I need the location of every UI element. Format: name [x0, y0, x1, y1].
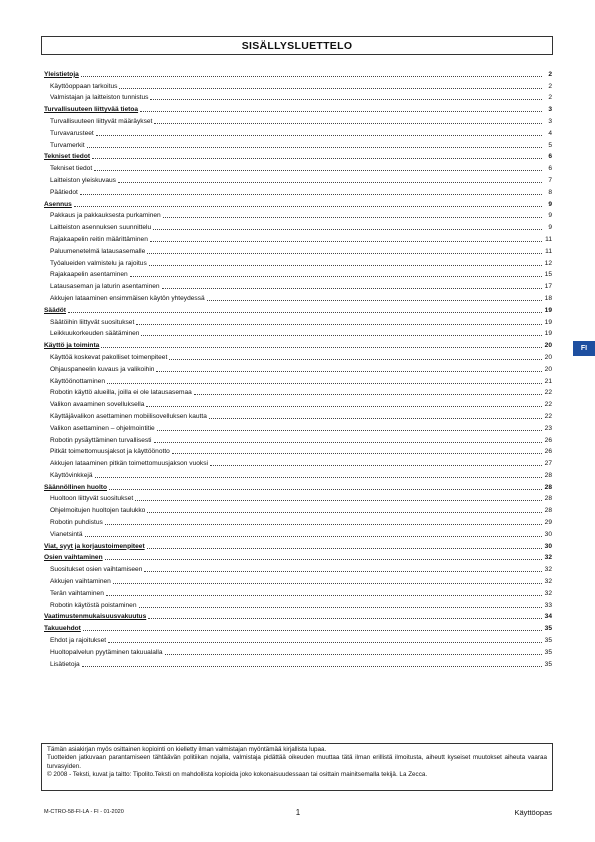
toc-entry-label: Akkujen vaihtaminen: [50, 578, 111, 586]
toc-entry-label: Huoltopalvelun pyytäminen takuualalla: [50, 648, 163, 656]
toc-dot-leader: [210, 465, 542, 466]
toc-page-number: 20: [544, 342, 552, 350]
toc-page-number: 32: [544, 578, 552, 586]
toc-entry-label: Tekniset tiedot: [44, 153, 91, 161]
toc-page-number: 22: [544, 389, 552, 397]
toc-entry-label: Akkujen lataaminen pitkän toimettomuusjakson vuoksi: [50, 460, 208, 468]
toc-dot-leader: [96, 135, 542, 136]
toc-page-number: 34: [544, 613, 552, 621]
toc-entry-row[interactable]: [44, 350, 552, 362]
toc-page-number: 27: [544, 460, 552, 468]
toc-entry-label: Käyttöoppaan tarkoitus: [50, 82, 118, 90]
toc-section-row[interactable]: [44, 197, 552, 209]
toc-entry-label: Huoltoon liittyvät suositukset: [50, 495, 134, 503]
toc-dot-leader: [144, 571, 542, 572]
toc-page-number: 28: [544, 495, 552, 503]
toc-page-number: 11: [545, 235, 552, 243]
toc-section-row[interactable]: [44, 610, 552, 622]
toc-page-number: 12: [544, 259, 552, 267]
toc-entry-row[interactable]: [44, 421, 552, 433]
guide-name: Käyttöopas: [514, 807, 552, 817]
document-code: M-CTRO-58-FI-LA - FI - 01-2020: [44, 809, 124, 815]
toc-page-number: 9: [548, 224, 552, 232]
toc-entry-label: Laitteiston asennuksen suunnittelu: [50, 224, 152, 232]
toc-page-number: 22: [544, 412, 552, 420]
toc-dot-leader: [106, 595, 542, 596]
toc-entry-row[interactable]: [44, 586, 552, 598]
toc-entry-label: Ehdot ja rajoitukset: [50, 637, 107, 645]
toc-entry-row[interactable]: [44, 492, 552, 504]
toc-page-number: 30: [544, 542, 552, 550]
toc-page-number: 2: [548, 94, 552, 102]
toc-dot-leader: [140, 111, 542, 112]
toc-entry-label: Akkujen lataaminen ensimmäisen käytön yhteydessä: [50, 294, 205, 302]
toc-page-number: 28: [544, 507, 552, 515]
toc-dot-leader: [94, 170, 542, 171]
toc-page-number: 18: [544, 294, 552, 302]
toc-page-number: 3: [548, 106, 552, 114]
toc-entry-row[interactable]: [44, 256, 552, 268]
table-of-contents: [44, 67, 552, 669]
toc-dot-leader: [147, 253, 542, 254]
toc-entry-row[interactable]: [44, 598, 552, 610]
toc-entry-row[interactable]: [44, 279, 552, 291]
toc-page-number: 32: [544, 589, 552, 597]
toc-dot-leader: [107, 383, 542, 384]
toc-entry-row[interactable]: [44, 468, 552, 480]
toc-section-row[interactable]: [44, 150, 552, 162]
toc-page-number: 19: [544, 330, 552, 338]
toc-section-row[interactable]: [44, 551, 552, 563]
toc-entry-label: Terän vaihtaminen: [50, 589, 104, 597]
toc-dot-leader: [194, 394, 542, 395]
toc-entry-label: Leikkuukorkeuden säätäminen: [50, 330, 140, 338]
toc-page-number: 7: [548, 176, 552, 184]
toc-entry-row[interactable]: [44, 268, 552, 280]
toc-entry-label: Suositukset osien vaihtamiseen: [50, 566, 143, 574]
toc-section-row[interactable]: [44, 539, 552, 551]
toc-dot-leader: [157, 430, 542, 431]
toc-section-row[interactable]: [44, 480, 552, 492]
toc-entry-label: Latausaseman ja laturin asentaminen: [50, 283, 160, 291]
toc-entry-row[interactable]: [44, 362, 552, 374]
toc-dot-leader: [136, 324, 542, 325]
toc-page-number: 17: [544, 283, 552, 291]
toc-page-number: 32: [544, 566, 552, 574]
toc-dot-leader: [150, 99, 542, 100]
toc-entry-label: Yleistietoja: [44, 70, 79, 78]
toc-dot-leader: [149, 265, 542, 266]
toc-page-number: 3: [548, 117, 552, 125]
toc-dot-leader: [113, 583, 542, 584]
toc-entry-label: Robotin käytöstä poistaminen: [50, 601, 137, 609]
toc-entry-row[interactable]: [44, 91, 552, 103]
toc-entry-label: Säätöihin liittyvät suositukset: [50, 318, 135, 326]
toc-dot-leader: [105, 524, 542, 525]
toc-entry-label: Käyttöönottaminen: [50, 377, 105, 385]
toc-dot-leader: [87, 147, 542, 148]
toc-page-number: 32: [544, 554, 552, 562]
toc-entry-label: Valikon avaaminen sovelluksella: [50, 401, 145, 409]
toc-page-number: 15: [544, 271, 552, 279]
toc-section-row[interactable]: [44, 338, 552, 350]
toc-dot-leader: [165, 654, 542, 655]
toc-section-row[interactable]: [44, 67, 552, 79]
toc-entry-label: Työalueiden valmistelu ja rajoitus: [50, 259, 147, 267]
toc-dot-leader: [139, 607, 542, 608]
toc-entry-row[interactable]: [44, 220, 552, 232]
toc-entry-label: Ohjelmoitujen huoltojen taulukko: [50, 507, 146, 515]
toc-entry-row[interactable]: [44, 397, 552, 409]
toc-section-row[interactable]: [44, 303, 552, 315]
toc-page-number: 35: [544, 637, 552, 645]
toc-page-number: 22: [544, 401, 552, 409]
toc-entry-label: Robotin puhdistus: [50, 519, 103, 527]
toc-dot-leader: [153, 229, 542, 230]
toc-entry-row[interactable]: [44, 114, 552, 126]
toc-entry-row[interactable]: [44, 327, 552, 339]
toc-dot-leader: [80, 194, 542, 195]
toc-dot-leader: [150, 241, 542, 242]
toc-page-number: 6: [548, 153, 552, 161]
toc-entry-label: Rajakaapelin asentaminen: [50, 271, 128, 279]
copyright-notice: [41, 743, 553, 791]
toc-title: SISÄLLYSLUETTELO: [41, 36, 553, 55]
toc-page-number: 21: [544, 377, 552, 385]
toc-entry-row[interactable]: [44, 633, 552, 645]
toc-dot-leader: [118, 182, 542, 183]
toc-dot-leader: [130, 276, 542, 277]
language-tab-fi[interactable]: FI: [573, 341, 595, 356]
toc-entry-label: Laitteiston yleiskuvaus: [50, 176, 116, 184]
toc-entry-label: Turvamerkit: [50, 141, 85, 149]
toc-dot-leader: [147, 548, 542, 549]
toc-page-number: 26: [544, 436, 552, 444]
toc-page-number: 28: [544, 483, 552, 491]
toc-entry-label: Turvallisuuteen liittyvät määräykset: [50, 117, 153, 125]
toc-entry-label: Osien vaihtaminen: [44, 554, 103, 562]
toc-page-number: 4: [548, 129, 552, 137]
toc-entry-label: Turvavarusteet: [50, 129, 94, 137]
toc-page-number: 19: [544, 306, 552, 314]
toc-entry-row[interactable]: [44, 515, 552, 527]
toc-entry-label: Robotin käyttö alueilla, joilla ei ole latausasemaa: [50, 389, 192, 397]
notice-line-1: Tämän asiakirjan myös osittainen kopiointi on kielletty ilman valmistajan myöntämää kirjallista lupaa.: [47, 746, 327, 753]
toc-page-number: 35: [544, 660, 552, 668]
toc-dot-leader: [148, 618, 542, 619]
toc-dot-leader: [85, 536, 542, 537]
toc-dot-leader: [81, 76, 542, 77]
toc-dot-leader: [207, 300, 542, 301]
toc-entry-row[interactable]: [44, 645, 552, 657]
toc-dot-leader: [156, 371, 542, 372]
toc-entry-row[interactable]: [44, 574, 552, 586]
toc-page-number: 11: [545, 247, 552, 255]
toc-dot-leader: [135, 500, 542, 501]
toc-page-number: 20: [544, 353, 552, 361]
toc-entry-row[interactable]: [44, 374, 552, 386]
toc-entry-label: Tekniset tiedot: [50, 165, 93, 173]
toc-entry-row[interactable]: [44, 456, 552, 468]
toc-entry-label: Valmistajan ja laitteiston tunnistus: [50, 94, 149, 102]
toc-dot-leader: [209, 418, 542, 419]
toc-section-row[interactable]: [44, 621, 552, 633]
toc-page-number: 8: [548, 188, 552, 196]
toc-dot-leader: [146, 406, 542, 407]
toc-page-number: 6: [548, 165, 552, 173]
toc-entry-label: Pitkät toimettomuusjaksot ja käyttöönotto: [50, 448, 170, 456]
toc-entry-row[interactable]: [44, 173, 552, 185]
toc-dot-leader: [108, 642, 542, 643]
toc-dot-leader: [95, 477, 542, 478]
toc-dot-leader: [109, 489, 542, 490]
toc-entry-row[interactable]: [44, 657, 552, 669]
toc-page-number: 2: [548, 82, 552, 90]
toc-page-number: 29: [544, 519, 552, 527]
toc-dot-leader: [147, 512, 542, 513]
toc-dot-leader: [82, 666, 542, 667]
toc-entry-row[interactable]: [44, 209, 552, 221]
toc-entry-label: Käyttäjävalikon asettaminen mobiilisovelluksen kautta: [50, 412, 207, 420]
toc-entry-label: Käyttö ja toiminta: [44, 342, 100, 350]
toc-entry-label: Päätiedot: [50, 188, 78, 196]
toc-entry-row[interactable]: [44, 79, 552, 91]
toc-page-number: 5: [548, 141, 552, 149]
toc-entry-row[interactable]: [44, 291, 552, 303]
toc-dot-leader: [83, 630, 542, 631]
toc-entry-label: Asennus: [44, 200, 72, 208]
toc-entry-label: Robotin pysäyttäminen turvallisesti: [50, 436, 152, 444]
page-footer: [44, 805, 552, 819]
toc-page-number: 9: [548, 200, 552, 208]
toc-entry-row[interactable]: [44, 138, 552, 150]
notice-line-3: © 2008 - Teksti, kuvat ja taitto: Tipolito.Teksti on mahdollista kopioida joko kokonaisuudessaan tai osittain mainitsemalla tekijä. La Zecca.: [47, 771, 428, 779]
toc-entry-row[interactable]: [44, 315, 552, 327]
toc-entry-label: Valikon asettaminen – ohjelmointitie: [50, 424, 155, 432]
toc-page-number: 35: [544, 625, 552, 633]
toc-dot-leader: [101, 347, 542, 348]
toc-page-number: 2: [548, 70, 552, 78]
toc-page-number: 19: [544, 318, 552, 326]
toc-entry-label: Vianetsintä: [50, 530, 83, 538]
toc-entry-row[interactable]: [44, 562, 552, 574]
toc-entry-row[interactable]: [44, 161, 552, 173]
toc-page-number: 9: [548, 212, 552, 220]
toc-entry-label: Turvallisuuteen liittyvää tietoa: [44, 106, 139, 114]
toc-entry-label: Säädöt: [44, 306, 66, 314]
toc-entry-label: Pakkaus ja pakkauksesta purkaminen: [50, 212, 161, 220]
toc-page-number: 28: [544, 471, 552, 479]
toc-entry-row[interactable]: [44, 244, 552, 256]
toc-entry-row[interactable]: [44, 503, 552, 515]
toc-dot-leader: [105, 559, 542, 560]
toc-entry-label: Takuuehdot: [44, 625, 81, 633]
toc-entry-label: Lisätietoja: [50, 660, 80, 668]
toc-dot-leader: [154, 123, 542, 124]
toc-dot-leader: [68, 312, 542, 313]
toc-section-row[interactable]: [44, 102, 552, 114]
toc-entry-row[interactable]: [44, 527, 552, 539]
toc-dot-leader: [162, 288, 542, 289]
toc-dot-leader: [163, 217, 542, 218]
toc-dot-leader: [74, 206, 542, 207]
toc-entry-label: Säännöllinen huolto: [44, 483, 108, 491]
toc-dot-leader: [92, 158, 542, 159]
toc-entry-row[interactable]: [44, 445, 552, 457]
toc-page-number: 30: [544, 530, 552, 538]
page-number: 1: [295, 807, 301, 817]
toc-dot-leader: [172, 453, 542, 454]
toc-entry-row[interactable]: [44, 409, 552, 421]
toc-dot-leader: [154, 442, 542, 443]
toc-entry-label: Vaatimustenmukaisuusvakuutus: [44, 613, 147, 621]
toc-entry-label: Ohjauspaneelin kuvaus ja valikoihin: [50, 365, 155, 373]
toc-entry-label: Viat, syyt ja korjaustoimenpiteet: [44, 542, 145, 550]
toc-page-number: 26: [544, 448, 552, 456]
toc-page-number: 33: [544, 601, 552, 609]
toc-entry-row[interactable]: [44, 232, 552, 244]
toc-entry-row[interactable]: [44, 433, 552, 445]
toc-dot-leader: [141, 335, 542, 336]
toc-entry-row[interactable]: [44, 126, 552, 138]
toc-entry-label: Käyttövinkkejä: [50, 471, 93, 479]
toc-dot-leader: [169, 359, 542, 360]
toc-page-number: 23: [544, 424, 552, 432]
toc-entry-label: Rajakaapelin reitin määrittäminen: [50, 235, 148, 243]
toc-dot-leader: [119, 88, 542, 89]
notice-line-2: Tuotteiden jatkuvaan parantamiseen tähtäävän politiikan nojalla, valmistaja pidättää oikeuden muuttaa tätä ilman erillistä ilmoitusta, aiheutt kyseiset muutokset aiheuta vaaraa turvasyiden.: [47, 754, 547, 770]
toc-page-number: 20: [544, 365, 552, 373]
toc-entry-label: Käyttöä koskevat pakolliset toimenpiteet: [50, 353, 168, 361]
toc-entry-row[interactable]: [44, 185, 552, 197]
toc-entry-row[interactable]: [44, 386, 552, 398]
toc-entry-label: Paluumenetelmä latausasemalle: [50, 247, 146, 255]
toc-page-number: 35: [544, 648, 552, 656]
